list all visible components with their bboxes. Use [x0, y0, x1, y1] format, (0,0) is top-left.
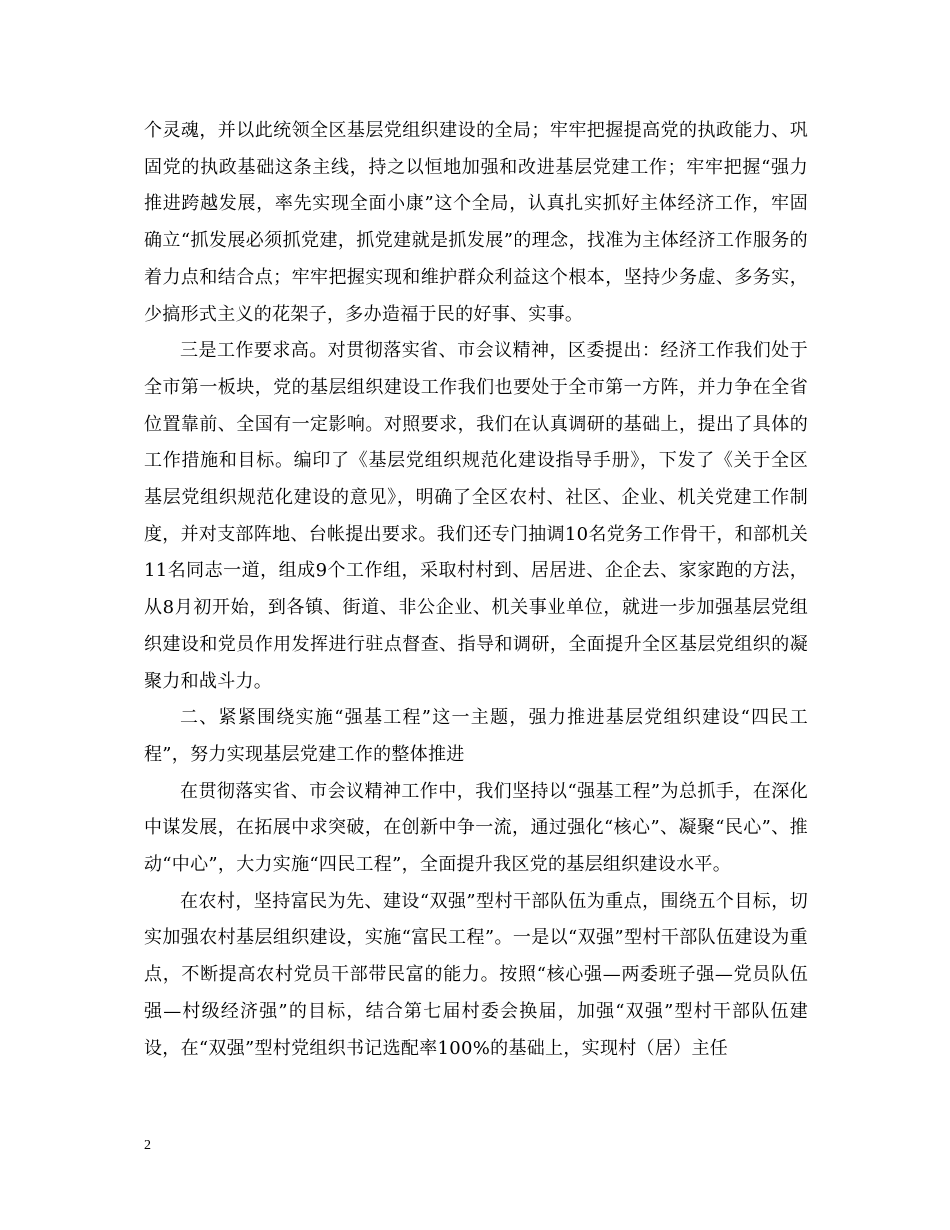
paragraph-4: 在农村，坚持富民为先、建设“双强”型村干部队伍为重点，围绕五个目标，切实加强农村基层组织建设，实施“富民工程”。一是以“双强”型村干部队伍建设为重点，不断提高农村党员干部带民富的能力。按照“核心强—两委班子强—党员队伍强—村级经济强”的目标，结合第七届村委会换届，加强“双强”型村干部队伍建设，在“双强”型村党组织书记选配率100%的基础上，实现村（居）主任 [144, 890, 808, 1059]
page-number: 2 [144, 1138, 151, 1153]
paragraph-3: 在贯彻落实省、市会议精神工作中，我们坚持以“强基工程”为总抓手，在深化中谋发展，在拓展中求突破，在创新中争一流，通过强化“核心”、凝聚“民心”、推动“中心”，大力实施“四民工程”，全面提升我区党的基层组织建设水平。 [144, 780, 808, 876]
paragraph-2: 三是工作要求高。对贯彻落实省、市会议精神，区委提出：经济工作我们处于全市第一板块，党的基层组织建设工作我们也要处于全市第一方阵，并力争在全省位置靠前、全国有一定影响。对照要求，我们在认真调研的基础上，提出了具体的工作措施和目标。编印了《基层党组织规范化建设指导手册》，下发了《关于全区基层党组织规范化建设的意见》，明确了全区农村、社区、企业、机关党建工作制度，并对支部阵地、台帐提出要求。我们还专门抽调10名党务工作骨干，和部机关11名同志一道，组成9个工作组，采取村村到、居居进、企企去、家家跑的方法，从8月初开始，到各镇、街道、非公企业、机关事业单位，就进一步加强基层党组织建设和党员作用发挥进行驻点督查、指导和调研，全面提升全区基层党组织的凝聚力和战斗力。 [144, 340, 809, 692]
section-heading: 二、紧紧围绕实施“强基工程”这一主题，强力推进基层党组织建设“四民工程”，努力实现基层党建工作的整体推进 [144, 707, 808, 765]
paragraph-1: 个灵魂，并以此统领全区基层党组织建设的全局；牢牢把握提高党的执政能力、巩固党的执政基础这条主线，持之以恒地加强和改进基层党建工作；牢牢把握“强力推进跨越发展，率先实现全面小康”这个全局，认真扎实抓好主体经济工作，牢固确立“抓发展必须抓党建，抓党建就是抓发展”的理念，找准为主体经济工作服务的着力点和结合点；牢牢把握实现和维护群众利益这个根本，坚持少务虚、多务实，少搞形式主义的花架子，多办造福于民的好事、实事。 [144, 120, 808, 325]
document-body [144, 113, 808, 1067]
